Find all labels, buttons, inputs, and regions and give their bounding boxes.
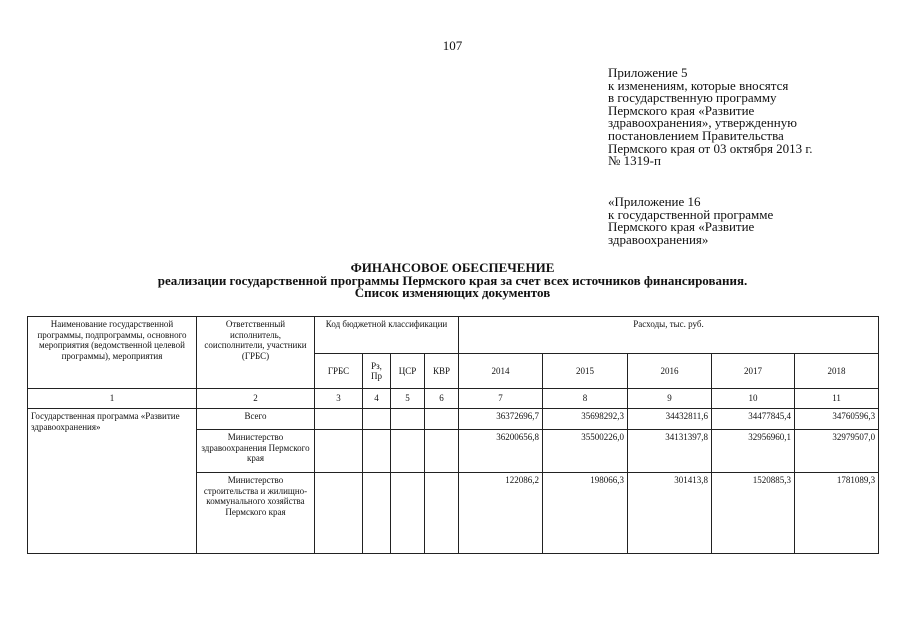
header-responsible: Ответственный исполнитель, соисполнители, участники (ГРБС) [197,317,315,389]
header-rz-pr: Рз, Пр [363,354,391,389]
grbs-cell [315,473,363,554]
expense-cell: 1781089,3 [795,473,879,554]
expense-cell: 35698292,3 [543,409,628,430]
expense-cell: 1520885,3 [712,473,795,554]
header-name: Наименование государственной программы, подпрограммы, основного мероприятия (ведомственной целевой программы), мероприятия [28,317,197,389]
column-number: 1 [28,389,197,409]
column-number: 6 [425,389,459,409]
header-kvr: КВР [425,354,459,389]
rz-pr-cell [363,473,391,554]
appendix-line: к изменениям, которые вносятся [608,77,789,93]
appendix-line: здравоохранения» [608,231,709,247]
table-row [28,409,879,430]
expense-cell: 122086,2 [459,473,543,554]
header-csr: ЦСР [391,354,425,389]
participant-cell: Всего [197,409,315,430]
header-year: 2016 [628,354,712,389]
column-number: 7 [459,389,543,409]
expense-cell: 34477845,4 [712,409,795,430]
expense-cell: 34760596,3 [795,409,879,430]
rz-pr-cell [363,430,391,473]
appendix-line: № 1319-п [608,153,661,169]
financing-table [27,316,879,554]
participant-cell: Министерство строительства и жилищно-коммунального хозяйства Пермского края [197,473,315,554]
column-number: 11 [795,389,879,409]
csr-cell [391,409,425,430]
appendix-line: Приложение 5 [608,65,688,80]
appendix-line: Пермского края «Развитие [608,102,755,118]
appendix-line: «Приложение 16 [608,194,701,209]
expense-cell: 301413,8 [628,473,712,554]
program-name-cell: Государственная программа «Развитие здравоохранения» [28,409,197,554]
column-number: 2 [197,389,315,409]
rz-pr-cell [363,409,391,430]
column-number: 4 [363,389,391,409]
appendix-line: в государственную программу [608,90,777,106]
appendix-line: постановлением Правительства [608,127,784,143]
column-number: 5 [391,389,425,409]
expense-cell: 35500226,0 [543,430,628,473]
expense-cell: 36372696,7 [459,409,543,430]
appendix-5-block [608,67,898,168]
title-line-2: реализации государственной программы Пермского края за счет всех источников финансирования. [157,272,748,288]
expense-cell: 32956960,1 [712,430,795,473]
column-number: 9 [628,389,712,409]
page-number: 107 [442,38,463,53]
expense-cell: 36200656,8 [459,430,543,473]
grbs-cell [315,409,363,430]
header-expenses: Расходы, тыс. руб. [459,317,879,354]
grbs-cell [315,430,363,473]
column-number: 3 [315,389,363,409]
header-year: 2017 [712,354,795,389]
appendix-16-block [608,196,898,246]
header-grbs: ГРБС [315,354,363,389]
csr-cell [391,430,425,473]
column-number: 10 [712,389,795,409]
kvr-cell [425,430,459,473]
column-number-row [28,389,879,409]
header-year: 2014 [459,354,543,389]
header-budget-code: Код бюджетной классификации [315,317,459,354]
expense-cell: 198066,3 [543,473,628,554]
header-year: 2015 [543,354,628,389]
csr-cell [391,473,425,554]
header-year: 2018 [795,354,879,389]
document-title [0,262,905,300]
appendix-line: Пермского края «Развитие [608,219,755,235]
title-line-3: Список изменяющих документов [354,285,551,301]
appendix-line: Пермского края от 03 октября 2013 г. [608,140,813,156]
appendix-line: к государственной программе [608,206,774,222]
expense-cell: 34131397,8 [628,430,712,473]
title-line-1: ФИНАНСОВОЕ ОБЕСПЕЧЕНИЕ [350,260,555,275]
kvr-cell [425,409,459,430]
expense-cell: 32979507,0 [795,430,879,473]
column-number: 8 [543,389,628,409]
header-row [28,317,879,354]
participant-cell: Министерство здравоохранения Пермского края [197,430,315,473]
appendix-line: здравоохранения», утвержденную [608,115,797,131]
kvr-cell [425,473,459,554]
expense-cell: 34432811,6 [628,409,712,430]
